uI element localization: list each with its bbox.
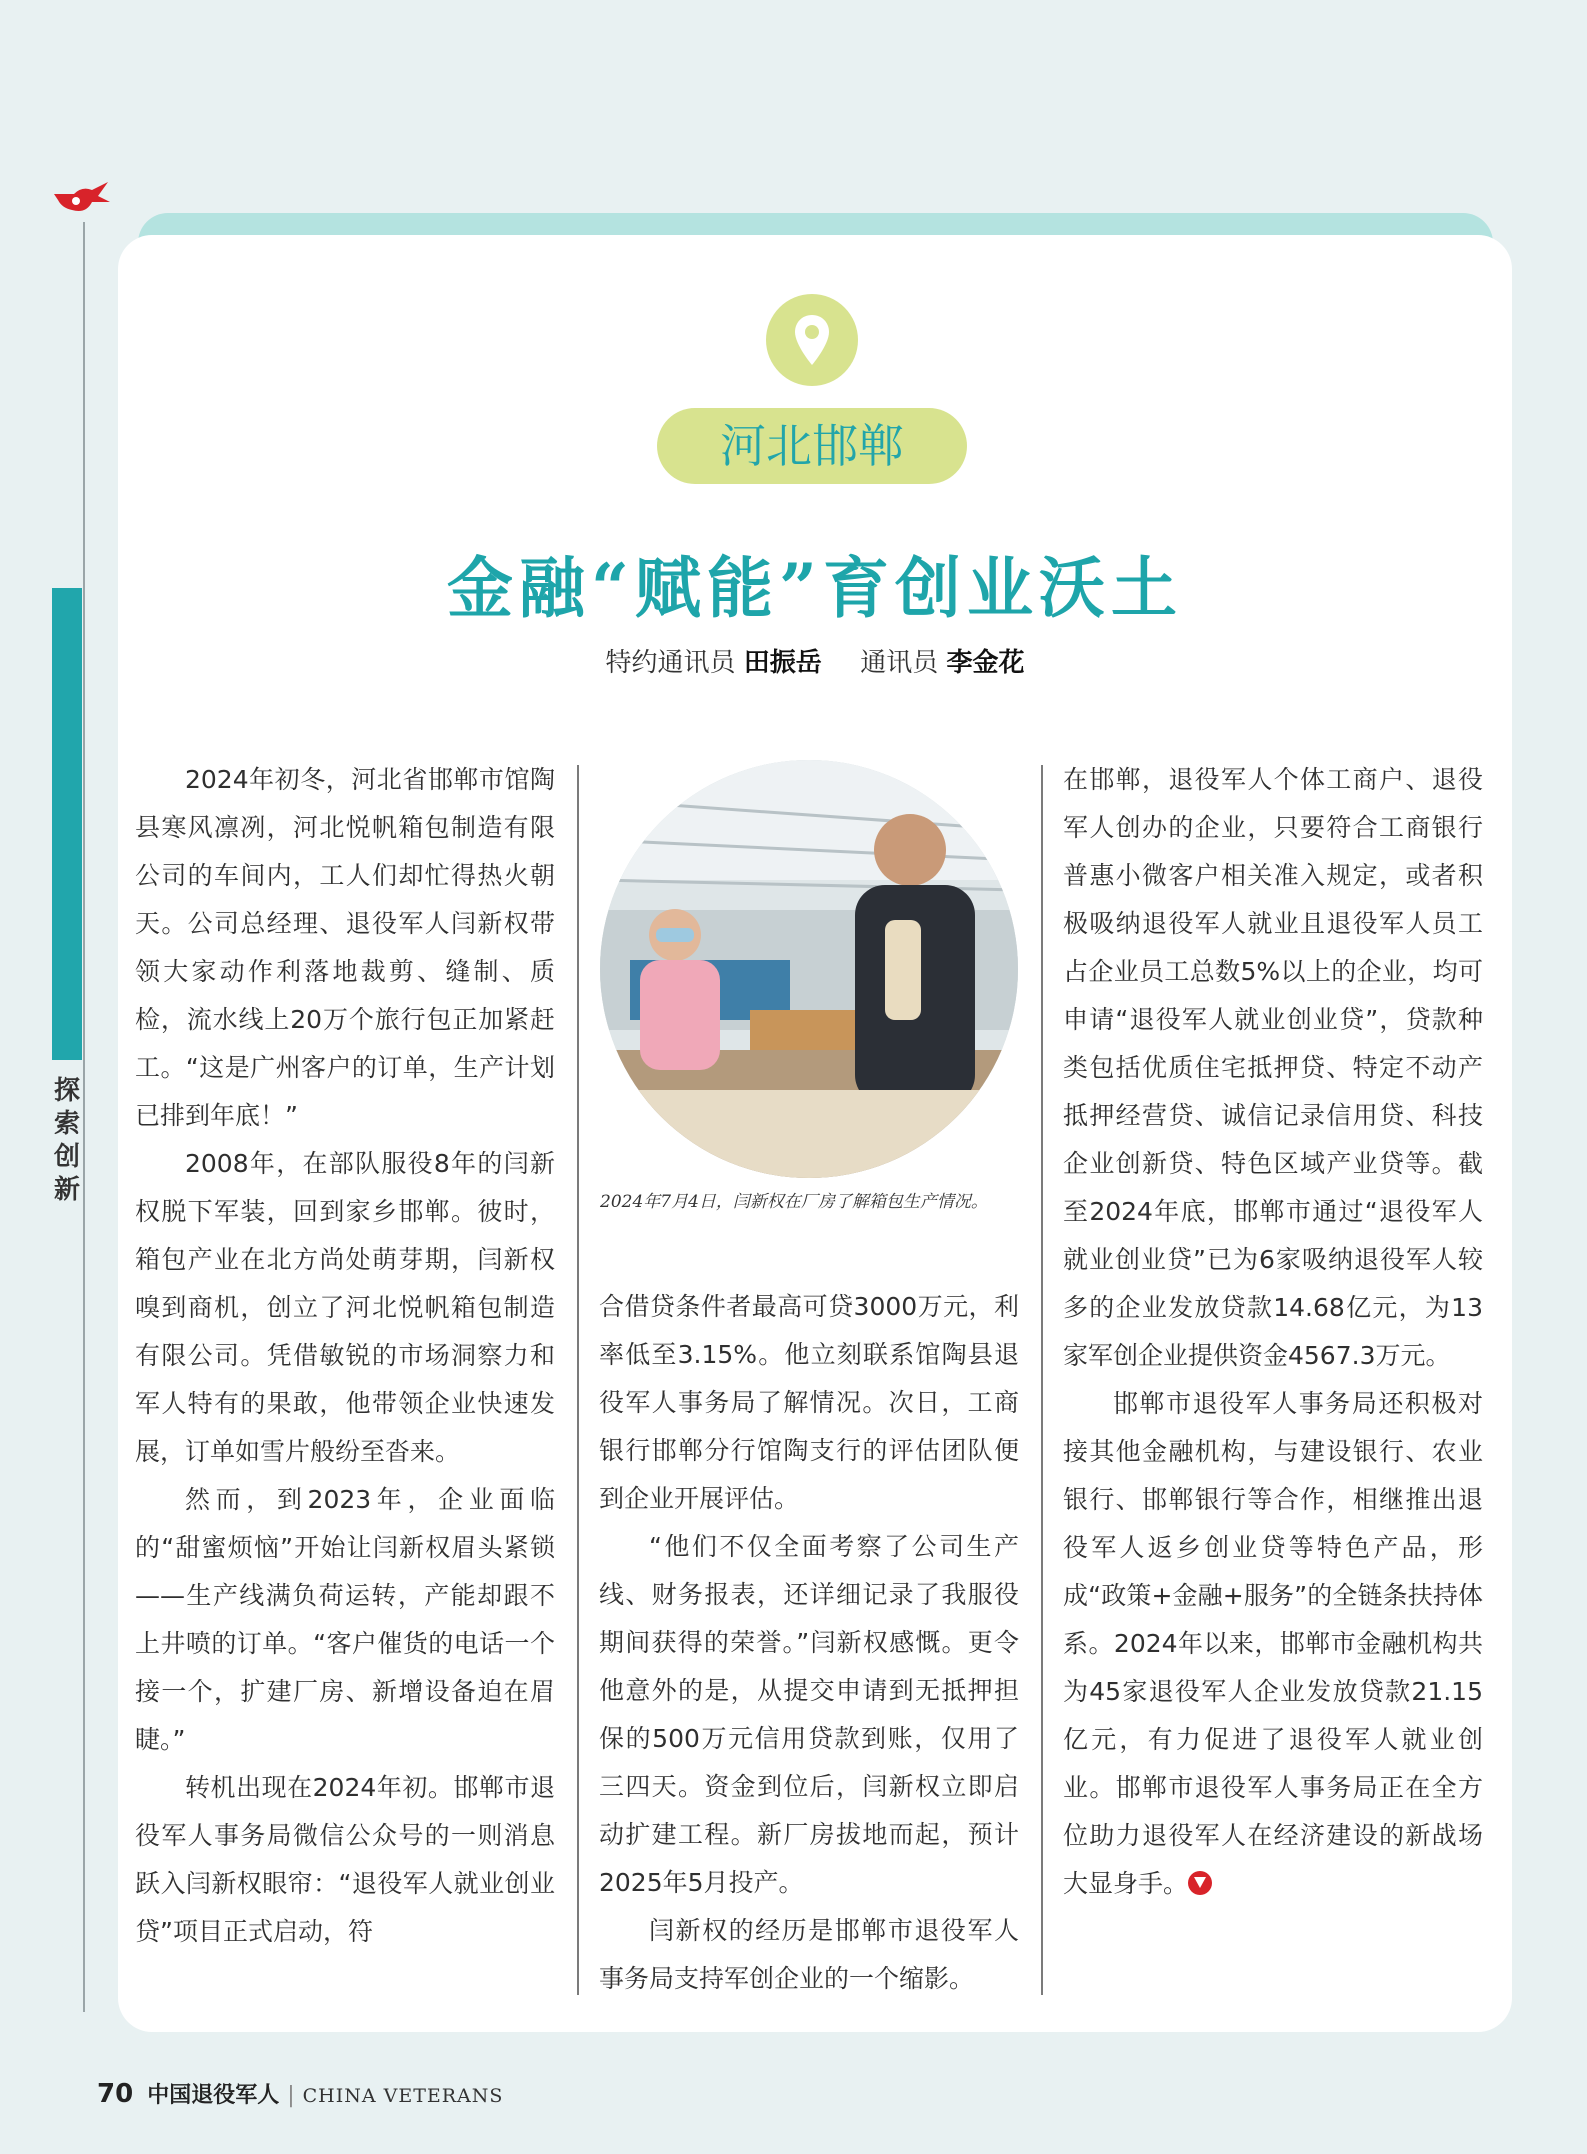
article-end-mark-icon bbox=[1188, 1871, 1212, 1895]
location-pin-badge bbox=[766, 294, 858, 386]
photo-caption: 2024年7月4日，闫新权在厂房了解箱包生产情况。 bbox=[600, 1192, 988, 1212]
byline-role-1: 特约通讯员 bbox=[605, 648, 736, 678]
article-column-2 bbox=[599, 1283, 1019, 2003]
paragraph: 然而，到2023年，企业面临的“甜蜜烦恼”开始让闫新权眉头紧锁——生产线满负荷运转，产能却跟不上井喷的订单。“客户催货的电话一个接一个，扩建厂房、新增设备迫在眉睫。” bbox=[135, 1485, 555, 1754]
location-pin-icon bbox=[793, 313, 831, 367]
paragraph-text: 邯郸市退役军人事务局还积极对接其他金融机构，与建设银行、农业银行、邯郸银行等合作，相继推出退役军人返乡创业贷等特色产品，形成“政策+金融+服务”的全链条扶持体系。2024年以来，邯郸市金融机构共为45家退役军人企业发放贷款21.15亿元，有力促进了退役军人就业创业。邯郸市退役军人事务局正在全方位助力退役军人在经济建设的新战场大显身手。 bbox=[1063, 1389, 1483, 1898]
article-column-3 bbox=[1063, 756, 1483, 1908]
paragraph: 闫新权的经历是邯郸市退役军人事务局支持军创企业的一个缩影。 bbox=[599, 1916, 1019, 1993]
article-photo bbox=[600, 760, 1018, 1178]
page-footer bbox=[97, 2078, 503, 2109]
footer-separator: | bbox=[287, 2083, 295, 2108]
byline-author-2: 李金花 bbox=[946, 648, 1025, 678]
article-column-1 bbox=[135, 756, 555, 1956]
paragraph: 转机出现在2024年初。邯郸市退役军人事务局微信公众号的一则消息跃入闫新权眼帘：“退役军人就业创业贷”项目正式启动，符 bbox=[135, 1773, 555, 1946]
magazine-logo-icon bbox=[52, 180, 112, 220]
paragraph bbox=[1063, 1380, 1483, 1908]
byline-author-1: 田振岳 bbox=[743, 648, 822, 678]
column-divider bbox=[577, 765, 579, 1995]
byline bbox=[118, 642, 1512, 679]
page-number: 70 bbox=[97, 2079, 134, 2109]
section-label: 探索创新 bbox=[53, 1076, 80, 1205]
paragraph: 2008年，在部队服役8年的闫新权脱下军装，回到家乡邯郸。彼时，箱包产业在北方尚处萌芽期，闫新权嗅到商机，创立了河北悦帆箱包制造有限公司。凭借敏锐的市场洞察力和军人特有的果敢，他带领企业快速发展，订单如雪片般纷至沓来。 bbox=[135, 1149, 555, 1466]
magazine-name-en: CHINA VETERANS bbox=[302, 2085, 504, 2107]
region-tag: 河北邯郸 bbox=[657, 408, 967, 484]
section-color-bar bbox=[52, 588, 82, 1060]
byline-role-2: 通讯员 bbox=[860, 648, 939, 678]
column-divider bbox=[1041, 765, 1043, 1995]
article-title: 金融“赋能”育创业沃土 bbox=[447, 549, 1183, 627]
paragraph: 2024年初冬，河北省邯郸市馆陶县寒风凛冽，河北悦帆箱包制造有限公司的车间内，工人们却忙得热火朝天。公司总经理、退役军人闫新权带领大家动作利落地裁剪、缝制、质检，流水线上20万个旅行包正加紧赶工。“这是广州客户的订单，生产计划已排到年底！” bbox=[135, 765, 555, 1130]
paragraph: “他们不仅全面考察了公司生产线、财务报表，还详细记录了我服役期间获得的荣誉。”闫新权感慨。更令他意外的是，从提交申请到无抵押担保的500万元信用贷款到账，仅用了三四天。资金到位后，闫新权立即启动扩建工程。新厂房拔地而起，预计2025年5月投产。 bbox=[599, 1532, 1019, 1897]
paragraph: 合借贷条件者最高可贷3000万元，利率低至3.15%。他立刻联系馆陶县退役军人事务局了解情况。次日，工商银行邯郸分行馆陶支行的评估团队便到企业开展评估。 bbox=[599, 1292, 1019, 1513]
magazine-name-cn: 中国退役军人 bbox=[147, 2083, 280, 2108]
paragraph: 在邯郸，退役军人个体工商户、退役军人创办的企业，只要符合工商银行普惠小微客户相关准入规定，或者积极吸纳退役军人就业且退役军人员工占企业员工总数5%以上的企业，均可申请“退役军人就业创业贷”，贷款种类包括优质住宅抵押贷、特定不动产抵押经营贷、诚信记录信用贷、科技企业创新贷、特色区域产业贷等。截至2024年底，邯郸市通过“退役军人就业创业贷”已为6家吸纳退役军人较多的企业发放贷款14.68亿元，为13家军创企业提供资金4567.3万元。 bbox=[1063, 765, 1483, 1370]
factory-photo-illustration bbox=[600, 760, 1018, 1178]
